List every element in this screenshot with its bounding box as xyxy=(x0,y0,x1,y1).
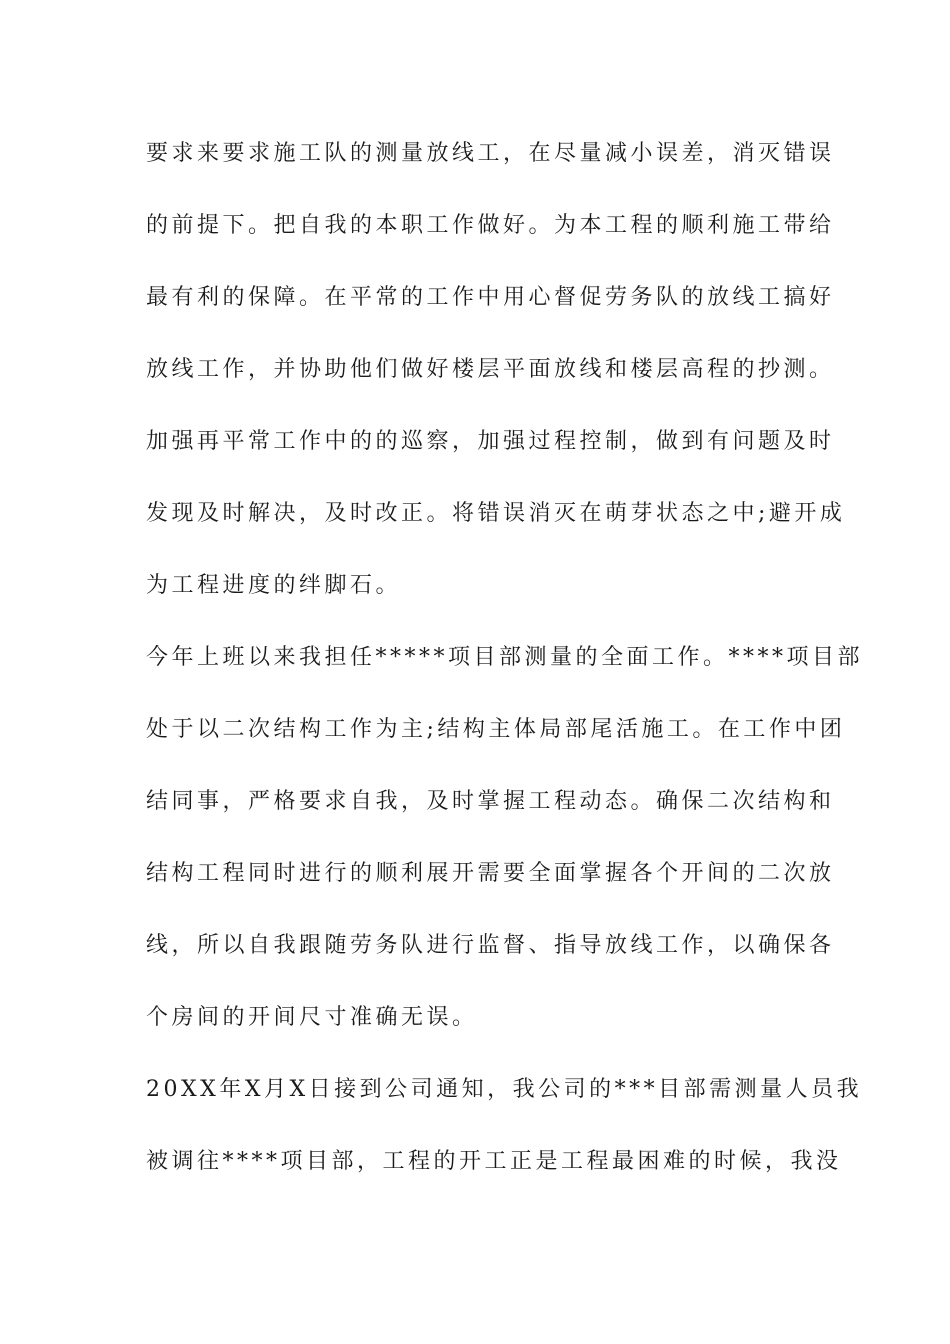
text-line: 加强再平常工作中的的巡察，加强过程控制，做到有问题及时 xyxy=(146,429,835,454)
text-line: 结构工程同时进行的顺利展开需要全面掌握各个开间的二次放 xyxy=(146,861,835,886)
document-body xyxy=(146,128,864,1208)
text-line: 线，所以自我跟随劳务队进行监督、指导放线工作，以确保各 xyxy=(146,933,835,958)
text-line: 今年上班以来我担任*****项目部测量的全面工作。****项目部 xyxy=(146,645,864,670)
text-line: 被调往****项目部，工程的开工正是工程最困难的时候，我没 xyxy=(146,1149,842,1174)
text-line: 为工程进度的绊脚石。 xyxy=(146,573,402,598)
text-line: 20XX年X月X日接到公司通知，我公司的***目部需测量人员我 xyxy=(146,1077,863,1102)
text-line: 最有利的保障。在平常的工作中用心督促劳务队的放线工搞好 xyxy=(146,285,835,310)
text-line: 放线工作，并协助他们做好楼层平面放线和楼层高程的抄测。 xyxy=(146,357,835,382)
text-line: 结同事，严格要求自我，及时掌握工程动态。确保二次结构和 xyxy=(146,789,835,814)
text-line: 个房间的开间尺寸准确无误。 xyxy=(146,1005,478,1030)
text-line: 处于以二次结构工作为主;结构主体局部尾活施工。在工作中团 xyxy=(146,717,846,742)
text-line: 发现及时解决，及时改正。将错误消灭在萌芽状态之中;避开成 xyxy=(146,501,846,526)
text-line: 的前提下。把自我的本职工作做好。为本工程的顺利施工带给 xyxy=(146,213,835,238)
text-line: 要求来要求施工队的测量放线工，在尽量减小误差，消灭错误 xyxy=(146,141,835,166)
